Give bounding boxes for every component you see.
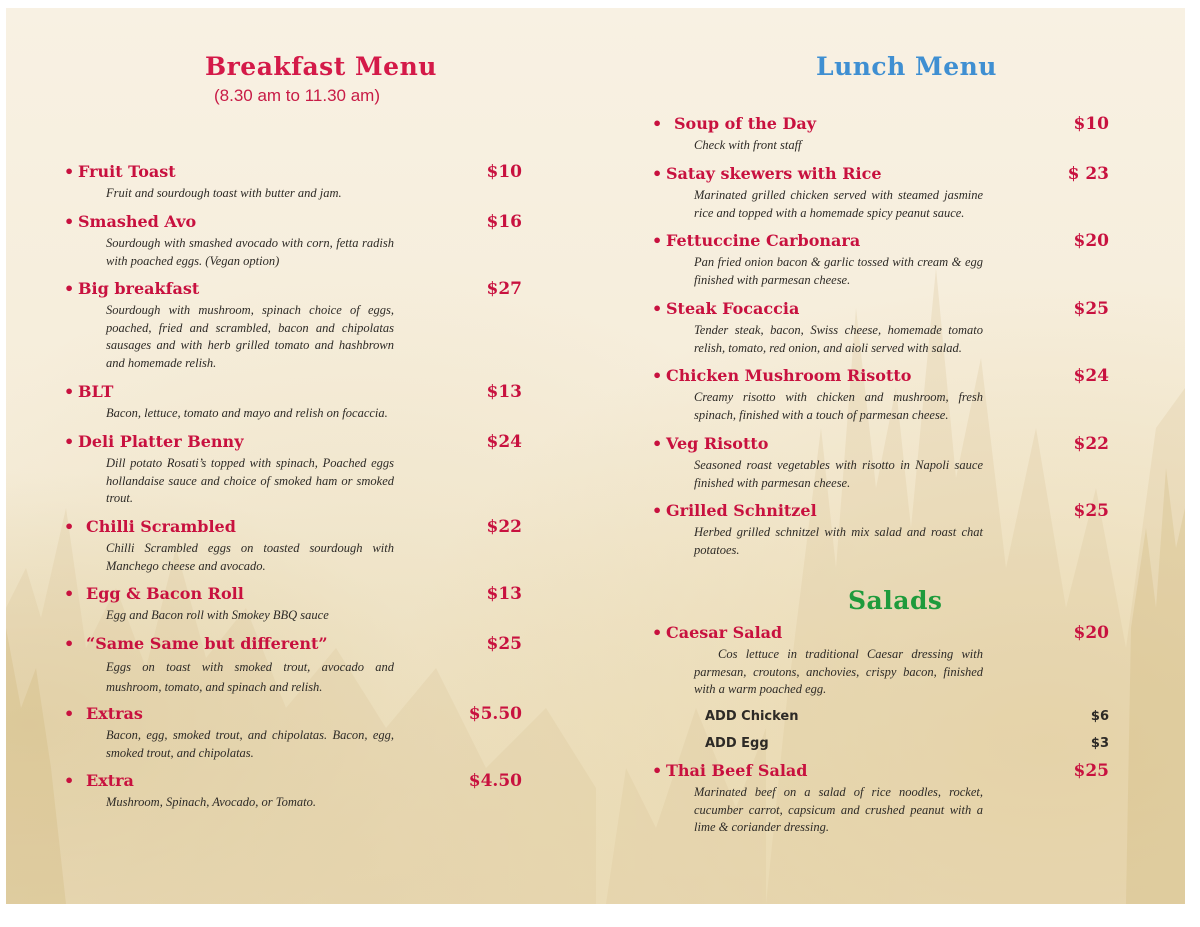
item-name: • Chilli Scrambled (64, 517, 236, 536)
item-price: $4.50 (468, 771, 522, 791)
item-description: Eggs on toast with smoked trout, avocado and mushroom, tomato, and spinach and relish. (106, 660, 394, 694)
bullet-icon: • (652, 623, 663, 642)
bullet-icon: • (64, 771, 75, 790)
menu-item-extra (64, 771, 522, 812)
item-name: • Veg Risotto (652, 434, 769, 453)
item-description: Creamy risotto with chicken and mushroom, fresh spinach, finished with a touch of parmesan cheese. (694, 390, 983, 422)
bullet-icon: • (652, 299, 663, 318)
item-name: • Fruit Toast (64, 162, 176, 181)
menu-item-smashed-avo (64, 212, 522, 270)
lunch-title: Lunch Menu (816, 52, 997, 81)
item-price: $13 (486, 382, 522, 402)
item-price: $25 (1073, 501, 1109, 521)
breakfast-section (6, 8, 596, 904)
addon-chicken (705, 709, 1109, 724)
menu-item-grilled-schnitzel (652, 501, 1109, 559)
menu-item-deli-platter-benny (64, 432, 522, 508)
menu-item-chilli-scrambled (64, 517, 522, 575)
item-price: $ 23 (1067, 164, 1109, 184)
item-description: Dill potato Rosati’s topped with spinach, Poached eggs hollandaise sauce and choice of smoked ham or smoked trout. (106, 456, 394, 505)
item-description: Sourdough with mushroom, spinach choice of eggs, poached, fried and scrambled, bacon and chipolatas sausages and with herb grilled tomato and hashbrown and homemade relish. (106, 303, 394, 370)
item-name: • Big breakfast (64, 279, 200, 298)
menu-item-veg-risotto (652, 434, 1109, 492)
addon-price: $6 (1090, 709, 1109, 724)
addon-label: ADD Egg (705, 736, 769, 751)
item-description: Fruit and sourdough toast with butter and jam. (106, 186, 342, 200)
bullet-icon: • (64, 432, 75, 451)
addon-price: $3 (1090, 736, 1109, 751)
item-description: Egg and Bacon roll with Smokey BBQ sauce (106, 608, 329, 622)
item-name: • Deli Platter Benny (64, 432, 244, 451)
item-name: • Caesar Salad (652, 623, 783, 642)
menu-item-egg-bacon-roll (64, 584, 522, 625)
menu-item-blt (64, 382, 522, 423)
menu-item-thai-beef-salad (652, 761, 1109, 837)
menu-item-chicken-mushroom-risotto (652, 366, 1109, 424)
item-name: • Egg & Bacon Roll (64, 584, 244, 603)
lunch-section (596, 8, 1185, 904)
bullet-icon: • (64, 517, 75, 536)
bullet-icon: • (652, 434, 663, 453)
item-name: • Extra (64, 771, 134, 790)
item-name: • BLT (64, 382, 114, 401)
item-name: • Grilled Schnitzel (652, 501, 817, 520)
item-price: $22 (1073, 434, 1109, 454)
menu-item-big-breakfast (64, 279, 522, 372)
breakfast-title: Breakfast Menu (205, 52, 437, 81)
item-description: Sourdough with smashed avocado with corn, fetta radish with poached eggs. (Vegan option) (106, 236, 394, 268)
item-description: Mushroom, Spinach, Avocado, or Tomato. (106, 795, 316, 809)
item-description: Cos lettuce in traditional Caesar dressing with parmesan, croutons, anchovies, crispy bacon, finished with a warm poached egg. (694, 647, 983, 696)
salads-title: Salads (848, 586, 943, 615)
item-description: Bacon, lettuce, tomato and mayo and relish on focaccia. (106, 406, 388, 420)
menu-sheet (6, 8, 1185, 904)
item-price: $10 (486, 162, 522, 182)
item-price: $27 (486, 279, 522, 299)
item-name: • Soup of the Day (652, 114, 817, 133)
item-name: • Thai Beef Salad (652, 761, 808, 780)
menu-item-fruit-toast (64, 162, 522, 203)
bullet-icon: • (64, 634, 75, 653)
bullet-icon: • (652, 114, 663, 133)
bullet-icon: • (64, 162, 75, 181)
item-price: $13 (486, 584, 522, 604)
item-price: $25 (486, 634, 522, 654)
item-description: Tender steak, bacon, Swiss cheese, homemade tomato relish, tomato, red onion, and aioli served with salad. (694, 323, 983, 355)
menu-item-soup-of-the-day (652, 114, 1109, 155)
item-price: $5.50 (468, 704, 522, 724)
bullet-icon: • (652, 164, 663, 183)
bullet-icon: • (652, 231, 663, 250)
item-description: Marinated grilled chicken served with steamed jasmine rice and topped with a homemade spicy peanut sauce. (694, 188, 983, 220)
item-description: Check with front staff (694, 138, 802, 152)
item-name: • Smashed Avo (64, 212, 197, 231)
item-description: Seasoned roast vegetables with risotto in Napoli sauce finished with parmesan cheese. (694, 458, 983, 490)
breakfast-hours: (8.30 am to 11.30 am) (214, 86, 380, 105)
item-price: $24 (1073, 366, 1109, 386)
bullet-icon: • (64, 584, 75, 603)
item-price: $10 (1073, 114, 1109, 134)
menu-item-satay-skewers (652, 164, 1109, 222)
bullet-icon: • (64, 279, 75, 298)
item-description: Bacon, egg, smoked trout, and chipolatas. Bacon, egg, smoked trout, and chipolatas. (106, 728, 394, 760)
item-price: $24 (486, 432, 522, 452)
bullet-icon: • (652, 501, 663, 520)
item-name: • “Same Same but different” (64, 634, 328, 653)
menu-item-caesar-salad (652, 623, 1109, 699)
bullet-icon: • (64, 382, 75, 401)
menu-item-same-same-but-different (64, 634, 522, 697)
item-price: $22 (486, 517, 522, 537)
bullet-icon: • (64, 212, 75, 231)
menu-item-extras (64, 704, 522, 762)
item-description: Herbed grilled schnitzel with mix salad and roast chat potatoes. (694, 525, 983, 557)
item-name: • Fettuccine Carbonara (652, 231, 861, 250)
bullet-icon: • (652, 761, 663, 780)
bullet-icon: • (64, 704, 75, 723)
item-price: $20 (1073, 231, 1109, 251)
item-price: $25 (1073, 299, 1109, 319)
addon-egg (705, 736, 1109, 751)
addon-label: ADD Chicken (705, 709, 799, 724)
menu-item-steak-focaccia (652, 299, 1109, 357)
item-name: • Chicken Mushroom Risotto (652, 366, 912, 385)
item-price: $25 (1073, 761, 1109, 781)
item-name: • Extras (64, 704, 143, 723)
item-name: • Steak Focaccia (652, 299, 800, 318)
item-name: • Satay skewers with Rice (652, 164, 882, 183)
bullet-icon: • (652, 366, 663, 385)
item-description: Chilli Scrambled eggs on toasted sourdough with Manchego cheese and avocado. (106, 541, 394, 573)
menu-item-fettuccine-carbonara (652, 231, 1109, 289)
item-price: $20 (1073, 623, 1109, 643)
item-description: Pan fried onion bacon & garlic tossed with cream & egg finished with parmesan cheese. (694, 255, 983, 287)
item-description: Marinated beef on a salad of rice noodles, rocket, cucumber carrot, capsicum and crushed peanut with a lime & coriander dressing. (694, 785, 983, 834)
item-price: $16 (486, 212, 522, 232)
